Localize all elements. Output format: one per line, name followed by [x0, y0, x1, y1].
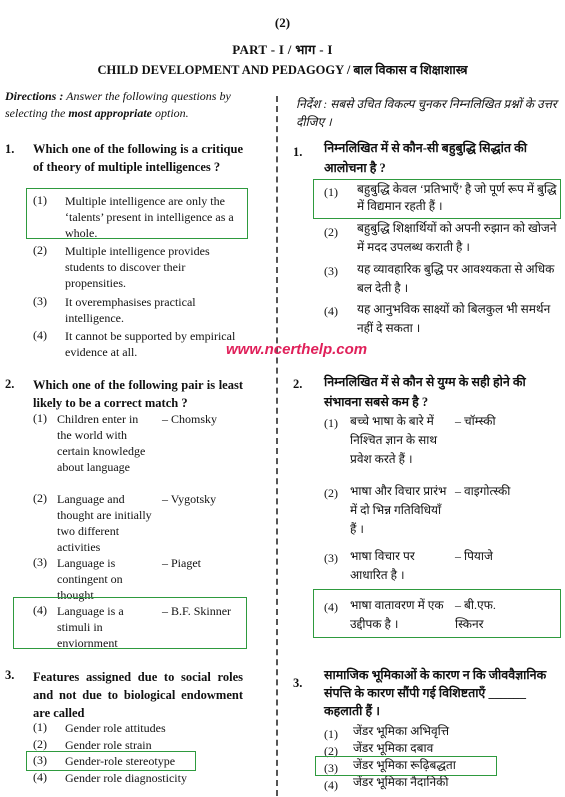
- option-number: (4): [324, 304, 338, 318]
- option-number: (2): [33, 243, 47, 257]
- option-number: (3): [33, 753, 47, 767]
- option-number: (1): [324, 727, 338, 741]
- option-text: Children enter in the world with certain knowledge about language: [57, 412, 146, 474]
- option-text: Gender role diagnosticity: [65, 771, 187, 785]
- option-text: Language is a stimuli in enviornment: [57, 604, 124, 650]
- option-text: जेंडर भूमिका नैदानिकी: [353, 775, 449, 789]
- option-pair: – वाइगोत्स्की: [455, 484, 511, 498]
- question-text: निम्नलिखित में से कौन-सी बहुबुद्धि सिद्धांत की आलोचना है ?: [324, 141, 527, 175]
- option-number: (2): [33, 491, 47, 505]
- option-number: (4): [33, 603, 47, 617]
- option-text: भाषा और विचार प्रारंभ में दो भिन्न गतिविधियाँ हैं ।: [350, 484, 447, 536]
- option-number: (4): [33, 770, 47, 784]
- option-text: Multiple intelligence provides students to discover their propensities.: [65, 244, 210, 290]
- option-number: (2): [324, 486, 338, 500]
- option-number: (4): [33, 328, 47, 342]
- option-pair: – चॉम्स्की: [455, 414, 496, 428]
- option-number: (3): [324, 551, 338, 565]
- option-text: It cannot be supported by empirical evidence at all.: [65, 329, 236, 359]
- question-text: Features assigned due to social roles and not due to biological endowment are called: [33, 670, 243, 720]
- question-number: 2.: [293, 377, 303, 391]
- question-text: Which one of the following is a critique of theory of multiple intelligences ?: [33, 142, 243, 174]
- watermark-text: www.ncerthelp.com: [226, 341, 368, 358]
- answer-highlight-box: [313, 589, 561, 638]
- option-text: भाषा वातावरण में एक उद्दीपक है ।: [350, 598, 444, 631]
- question-number: 2.: [5, 377, 15, 391]
- option-text: बच्चे भाषा के बारे में निश्चित ज्ञान के साथ प्रवेश करते हैं ।: [350, 414, 438, 466]
- answer-highlight-box: [26, 188, 248, 239]
- option-number: (3): [324, 761, 338, 775]
- answer-highlight-box: [26, 751, 196, 771]
- option-number: (1): [324, 416, 338, 430]
- option-text: बहुबुद्धि शिक्षार्थियों को अपनी रुझान को खोजने में मदद उपलब्ध कराती है ।: [357, 221, 557, 254]
- option-pair: – Chomsky: [162, 412, 218, 426]
- directions-hi: निर्देश : सबसे उचित विकल्प चुनकर निम्नलिखित प्रश्नों के उत्तर दीजिए ।: [296, 97, 557, 129]
- option-number: (2): [324, 225, 338, 239]
- option-number: (1): [33, 720, 47, 734]
- question-number: 3.: [293, 676, 303, 690]
- question-number: 1.: [293, 145, 303, 159]
- directions-bold: most appropriate: [68, 106, 152, 120]
- option-number: (3): [33, 555, 47, 569]
- subject-heading: CHILD DEVELOPMENT AND PEDAGOGY / बाल विकास व शिक्षाशास्त्र: [97, 63, 468, 77]
- answer-highlight-box: [315, 756, 497, 776]
- option-text: बहुबुद्धि केवल ‘प्रतिभाएँ’ है जो पूर्ण रूप में बुद्धि में विद्यमान रहती हैं ।: [357, 182, 557, 213]
- option-number: (2): [324, 744, 338, 758]
- option-pair: – Vygotsky: [162, 492, 217, 506]
- answer-highlight-box: [13, 597, 247, 649]
- option-number: (3): [33, 294, 47, 308]
- option-text: Gender role strain: [65, 738, 152, 752]
- question-text: निम्नलिखित में से कौन से युग्म के सही होने की संभावना सबसे कम है ?: [324, 375, 526, 409]
- option-text: Multiple intelligence are only the ‘talents’ present in intelligence as a whole.: [65, 194, 234, 240]
- option-text: जेंडर भूमिका दबाव: [353, 741, 434, 755]
- option-number: (4): [324, 778, 338, 792]
- directions-text-1: Answer the following questions by selecting the: [5, 89, 231, 120]
- question-text: Which one of the following pair is least likely to be a correct match ?: [33, 378, 243, 410]
- option-text: Gender-role stereotype: [65, 754, 176, 768]
- question-text: सामाजिक भूमिकाओं के कारण न कि जीववैज्ञानिक संपत्ति के कारण सौंपी गई विशिष्टताएँ ______ कहलाती हैं ।: [324, 668, 547, 718]
- option-pair: – B.F. Skinner: [162, 604, 232, 618]
- option-text: Gender role attitudes: [65, 721, 166, 735]
- option-text: Language and thought are initially two different activities: [57, 492, 152, 554]
- option-number: (1): [33, 193, 47, 207]
- option-text: यह व्यावहारिक बुद्धि पर आवश्यकता से अधिक बल देती है ।: [357, 262, 555, 295]
- page-number: (2): [274, 15, 291, 30]
- option-text: यह आनुभविक साक्ष्यों को बिलकुल भी समर्थन नहीं दे सकता ।: [357, 302, 551, 335]
- option-pair: – Piaget: [162, 556, 201, 570]
- answer-highlight-box: [313, 179, 561, 219]
- option-text: भाषा विचार पर आधारित है ।: [350, 549, 415, 582]
- option-number: (4): [324, 600, 338, 614]
- column-divider: [276, 96, 278, 796]
- option-number: (2): [33, 737, 47, 751]
- option-number: (1): [33, 411, 47, 425]
- option-number: (1): [324, 185, 338, 199]
- part-heading: PART - I / भाग - I: [232, 42, 333, 57]
- option-number: (3): [324, 264, 338, 278]
- option-pair: – पियाजे: [455, 549, 493, 563]
- question-number: 1.: [5, 142, 15, 156]
- option-pair: – बी.एफ. स्किनर: [455, 598, 496, 631]
- option-text: Language is contingent on thought: [57, 556, 123, 602]
- option-text: It overemphasises practical intelligence.: [65, 295, 196, 325]
- option-text: जेंडर भूमिका अभिवृत्ति: [353, 724, 450, 738]
- directions-label: Directions :: [5, 89, 64, 103]
- directions-text-2: option.: [151, 106, 189, 120]
- option-text: जेंडर भूमिका रूढ़िबद्धता: [353, 758, 456, 772]
- directions-en: [5, 88, 250, 122]
- question-number: 3.: [5, 668, 15, 682]
